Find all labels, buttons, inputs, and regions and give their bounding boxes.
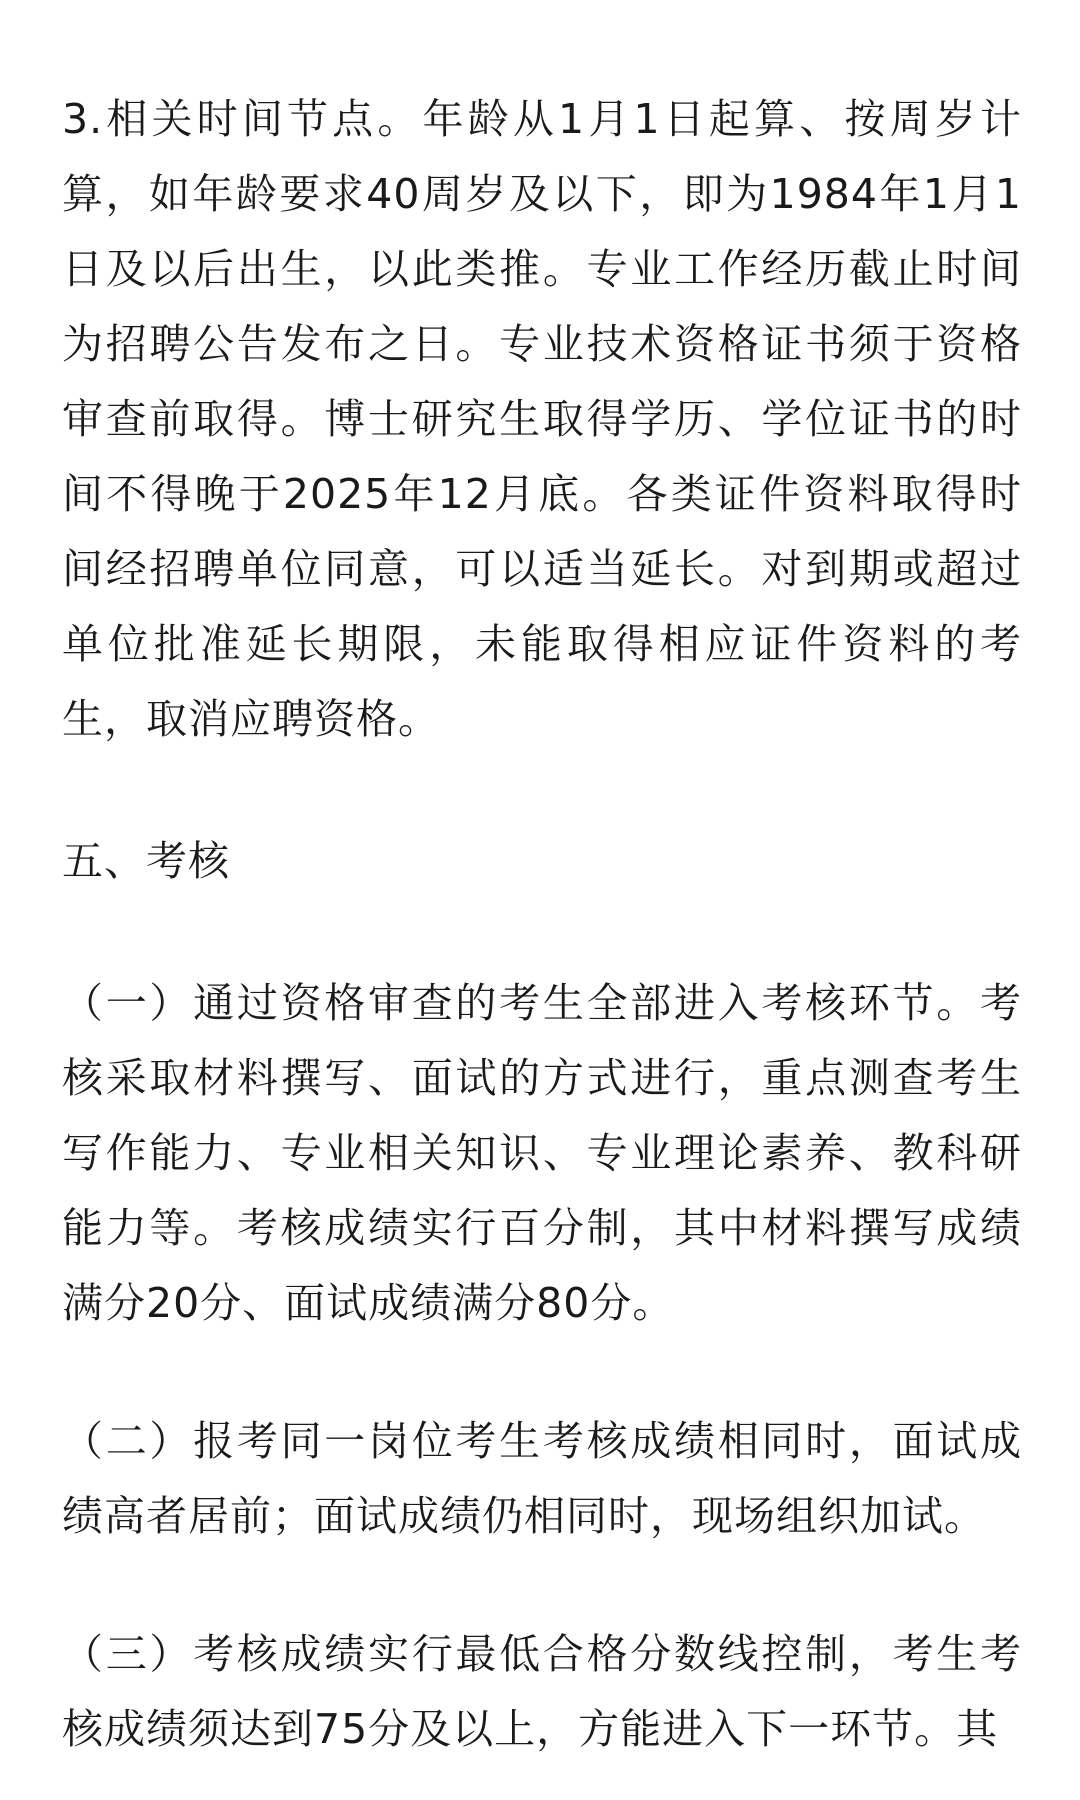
paragraph-assessment-item-2: （二）报考同一岗位考生考核成绩相同时，面试成绩高者居前；面试成绩仍相同时，现场组织加试。 (62, 1417, 1022, 1540)
paragraph-time-nodes: 3.相关时间节点。年龄从1月1日起算、按周岁计算，如年龄要求40周岁及以下，即为1984年1月1日及以后出生，以此类推。专业工作经历截止时间为招聘公告发布之日。专业技术资格证书须于资格审查前取得。博士研究生取得学历、学位证书的时间不得晚于2025年12月底。各类证件资料取得时间经招聘单位同意，可以适当延长。对到期或超过单位批准延长期限，未能取得相应证件资料的考生，取消应聘资格。 (62, 95, 1022, 743)
paragraph-assessment-item-1: （一）通过资格审查的考生全部进入考核环节。考核采取材料撰写、面试的方式进行，重点测查考生写作能力、专业相关知识、专业理论素养、教科研能力等。考核成绩实行百分制，其中材料撰写成绩满分20分、面试成绩满分80分。 (62, 979, 1022, 1327)
section-heading-assessment: 五、考核 (62, 837, 230, 885)
paragraph-assessment-item-3: （三）考核成绩实行最低合格分数线控制，考生考核成绩须达到75分及以上，方能进入下一环节。其 (62, 1630, 1022, 1753)
